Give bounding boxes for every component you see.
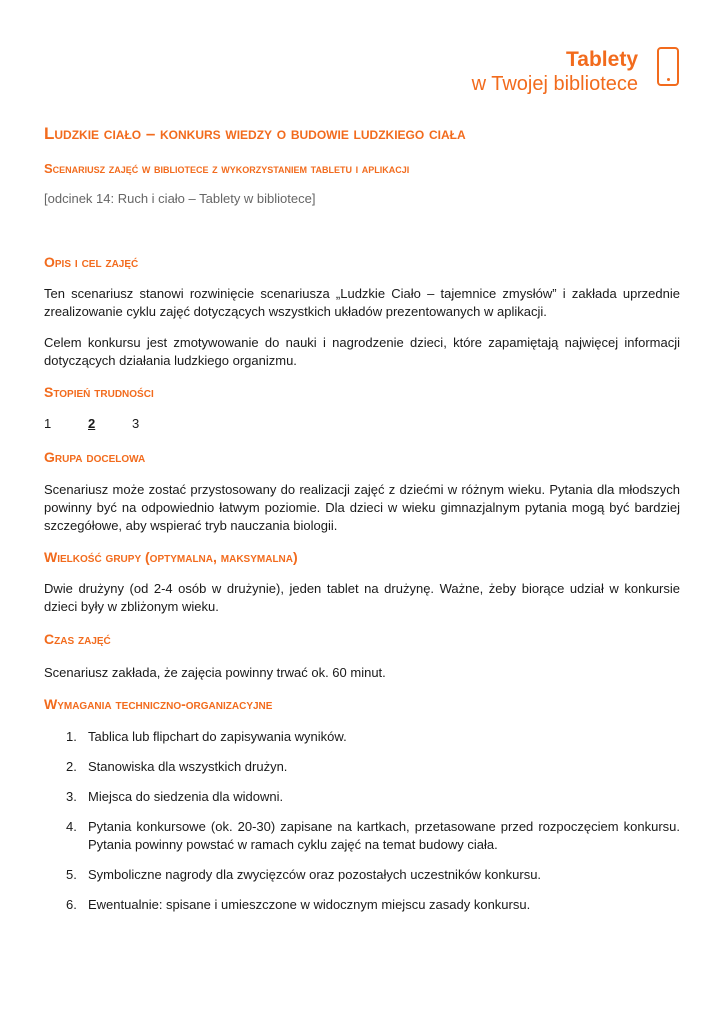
heading-czas: Czas zajęć — [44, 631, 111, 647]
opis-paragraph-2: Celem konkursu jest zmotywowanie do nauki i nagrodzenie dzieci, które zapamiętają najwięcej informacji dotyczących działania ludzkiego organizmu. — [44, 335, 680, 368]
heading-wielkosc: Wielkość grupy (optymalna, maksymalna) — [44, 549, 298, 565]
episode-note: [odcinek 14: Ruch i ciało – Tablety w bibliotece] — [44, 191, 316, 206]
brand-subtitle: w Twojej bibliotece — [471, 73, 638, 95]
list-item: 2. Stanowiska dla wszystkich drużyn. — [66, 759, 288, 774]
czas-paragraph: Scenariusz zakłada, że zajęcia powinny trwać ok. 60 minut. — [44, 665, 386, 680]
list-item: 5. Symboliczne nagrody dla zwycięzców oraz pozostałych uczestników konkursu. — [66, 867, 542, 882]
opis-paragraph-1: Ten scenariusz stanowi rozwinięcie scenariusza „Ludzkie Ciało – tajemnice zmysłów” i zakłada uprzednie zrealizowanie cyklu zajęć dotyczących wszystkich układów prezentowanych w aplikacji. — [44, 286, 680, 319]
list-item: 3. Miejsca do siedzenia dla widowni. — [66, 789, 284, 804]
document-title: Ludzkie ciało – konkurs wiedzy o budowie ludzkiego ciała — [44, 124, 466, 143]
level-3: 3 — [132, 416, 140, 431]
tablet-icon — [657, 47, 679, 86]
level-1: 1 — [44, 416, 52, 431]
heading-grupa: Grupa docelowa — [44, 449, 146, 465]
heading-stopien: Stopień trudności — [44, 384, 154, 400]
brand-title: Tablety — [566, 48, 638, 71]
grupa-paragraph: Scenariusz może zostać przystosowany do realizacji zajęć z dziećmi w różnym wieku. Pytania dla młodszych powinny być na odpowiednio łatwym poziomie. Dla dzieci w wieku gimnazjalnym pytania mogą być bardziej szczegółowe, aby wspierać tryb nauczania biologii. — [44, 482, 680, 533]
wielkosc-paragraph: Dwie drużyny (od 2-4 osób w drużynie), jeden tablet na drużynę. Ważne, żeby biorące udział w konkursie dzieci były w zbliżonym wieku. — [44, 581, 680, 614]
document-subtitle: Scenariusz zajęć w bibliotece z wykorzystaniem tabletu i aplikacji — [44, 161, 410, 176]
brand-logo — [472, 48, 638, 96]
level-2-selected: 2 — [88, 416, 96, 431]
heading-wymagania: Wymagania techniczno-organizacyjne — [44, 696, 273, 712]
list-item: 6. Ewentualnie: spisane i umieszczone w widocznym miejscu zasady konkursu. — [66, 897, 531, 912]
heading-opis: Opis i cel zajęć — [44, 254, 139, 270]
difficulty-levels — [44, 416, 176, 431]
list-item: 4. Pytania konkursowe (ok. 20-30) zapisane na kartkach, przetasowane przed rozpoczęciem konkursu. Pytania powinny powstać w ramach cyklu zajęć na temat budowy ciała. — [66, 819, 680, 852]
list-item: 1. Tablica lub flipchart do zapisywania wyników. — [66, 729, 347, 744]
